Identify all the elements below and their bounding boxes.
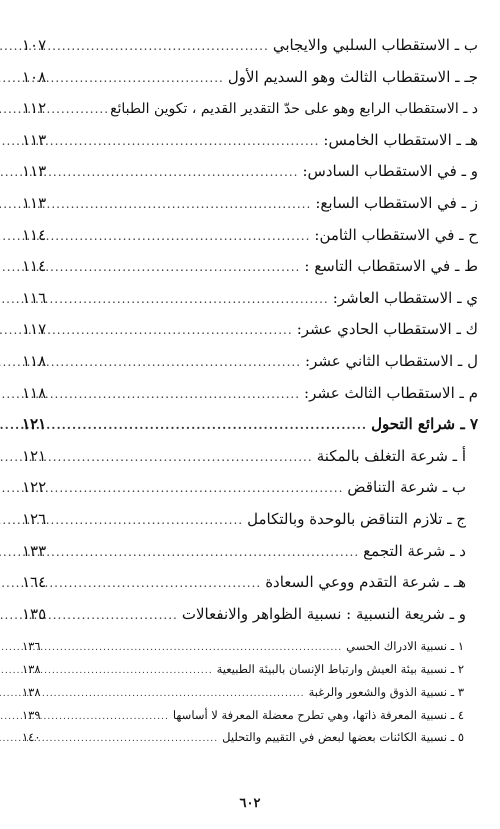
dot-leader	[52, 134, 323, 148]
toc-entry	[22, 510, 478, 542]
toc-entry	[22, 384, 478, 416]
toc-entry-label: م ـ الاستقطاب الثالث عشر:	[304, 383, 478, 402]
dot-leader	[52, 71, 228, 85]
toc-entry	[22, 257, 478, 289]
toc-entry-label: ي ـ الاستقطاب العاشر:	[332, 288, 478, 307]
dot-leader	[52, 39, 273, 53]
toc-entry-label: و ـ في الاستقطاب السادس:	[302, 162, 478, 181]
toc-entry-label: ب ـ الاستقطاب السلبي والايجابي	[272, 36, 478, 54]
dot-leader	[52, 229, 314, 243]
dot-leader	[52, 165, 302, 179]
dot-leader	[52, 513, 247, 527]
toc-entry-label: جـ ـ الاستقطاب الثالث وهو السديم الأول	[227, 67, 478, 86]
toc-entry-page: ١٠٨	[22, 67, 47, 86]
toc-entry-label: ح ـ في الاستقطاب الثامن:	[314, 225, 478, 244]
toc-entry-label: هـ ـ الاستقطاب الخامس:	[323, 130, 478, 149]
toc-entry	[22, 478, 478, 510]
toc-entry-label: هـ ـ شرعة التقدم ووعي السعادة	[265, 573, 466, 592]
toc-entry-page: ١١٨	[22, 383, 47, 402]
toc-subentry	[22, 730, 478, 753]
dot-leader	[52, 197, 315, 211]
dot-leader	[52, 102, 110, 116]
toc-entry-label: و ـ شريعة النسبية : نسبية الظواهر والانفعالات	[181, 604, 466, 623]
toc-subentry	[22, 639, 478, 662]
toc-subentry	[22, 708, 478, 731]
page-number: ٦٠٢	[239, 796, 261, 811]
toc-entry-label: ب ـ شرعة التناقض	[347, 478, 466, 497]
toc-entry-page: ١٦٤	[22, 573, 47, 592]
toc-entry	[22, 352, 478, 384]
toc-entry-label: ل ـ الاستقطاب الثاني عشر:	[305, 351, 478, 370]
dot-leader	[52, 418, 371, 432]
toc-entry	[22, 605, 478, 637]
toc-entry-page: ١١٤	[22, 225, 47, 244]
toc-entry-page: ١٣٣	[22, 541, 47, 560]
toc-entry-label: ز ـ في الاستقطاب السابع:	[315, 193, 478, 212]
dot-leader	[52, 688, 309, 699]
toc-entry	[22, 194, 478, 226]
toc-entry-label: د ـ الاستقطاب الرابع وهو على حدّ التقدير القديم ، تكوين الطبائع	[110, 101, 478, 118]
dot-leader	[52, 711, 173, 722]
toc-entry-page: ١٣٥	[22, 604, 47, 623]
dot-leader	[52, 642, 346, 653]
dot-leader	[52, 260, 304, 274]
toc-entry-page: ١٢١	[22, 415, 47, 434]
toc-entry	[22, 226, 478, 258]
dot-leader	[52, 323, 297, 337]
toc-entry-label: د ـ شرعة التجمع	[363, 541, 466, 560]
toc-entry	[22, 320, 478, 352]
toc-entry-label: ٧ ـ شرائع التحول	[371, 415, 478, 434]
toc-entry-page: ١١٦	[22, 288, 47, 307]
toc-entry-page: ١١٣	[22, 162, 47, 181]
dot-leader	[52, 292, 333, 306]
toc-entry	[22, 99, 478, 131]
toc-entry-page: ١١٣	[22, 193, 47, 212]
toc-entry-page: ١١٧	[22, 320, 47, 339]
toc-entry-page: ١٢٢	[22, 478, 47, 497]
dot-leader	[52, 450, 317, 464]
toc-entry-label: ج ـ تلازم التناقض بالوحدة وبالتكامل	[247, 509, 466, 528]
toc-entry	[22, 68, 478, 100]
dot-leader	[52, 545, 363, 559]
dot-leader	[52, 576, 265, 590]
toc-entry-label: ٣ ـ نسبية الذوق والشعور والرغبة	[308, 684, 464, 699]
toc-entry-label: ط ـ في الاستقطاب التاسع :	[304, 257, 478, 276]
toc-entry-label: ٥ ـ نسبية الكائنات بعضها لبعض في التقييم والتحليل	[222, 730, 464, 745]
toc-entry-page: ١٢٦	[22, 509, 47, 528]
dot-leader	[52, 481, 347, 495]
toc-entry-page: ١٤٠	[22, 730, 41, 745]
toc-entry	[22, 131, 478, 163]
dot-leader	[52, 608, 182, 622]
toc-section-heading	[22, 415, 478, 447]
toc-entry-page: ١٠٧	[22, 36, 47, 54]
toc-entry-page: ١٣٩	[22, 707, 41, 722]
toc-entry-page: ١١٤	[22, 257, 47, 276]
toc-entry-page: ١١٣	[22, 130, 47, 149]
toc-entry-label: ١ ـ نسبية الادراك الحسي	[346, 639, 464, 654]
toc-entry-page: ١٣٨	[22, 684, 41, 699]
dot-leader	[52, 355, 305, 369]
dot-leader	[52, 665, 217, 676]
toc-entry-label: ٤ ـ نسبية المعرفة ذاتها، وهي تطرح معضلة المعرفة لا أساسها	[172, 707, 464, 722]
toc-entry	[22, 289, 478, 321]
dot-leader	[52, 387, 304, 401]
toc-entry	[22, 542, 478, 574]
toc-subentry	[22, 662, 478, 685]
toc-entry-label: أ ـ شرعة التغلف بالمكنة	[316, 446, 466, 465]
toc-entry-page: ١٣٨	[22, 662, 41, 677]
dot-leader	[52, 733, 222, 744]
toc-entry-page: ١٢١	[22, 446, 47, 465]
toc-entry-label: ك ـ الاستقطاب الحادي عشر:	[296, 320, 478, 339]
toc-entry-page: ١٣٦	[22, 639, 41, 654]
toc-entry-page: ١١٨	[22, 351, 47, 370]
toc-entry	[22, 36, 478, 68]
toc-entry-label: ٢ ـ نسبية بيئة العيش وارتباط الإنسان بالبيئة الطبيعية	[216, 662, 464, 677]
toc-entry	[22, 447, 478, 479]
table-of-contents	[22, 36, 478, 753]
toc-subentry	[22, 685, 478, 708]
toc-entry-page: ١١٢	[22, 99, 47, 118]
toc-entry	[22, 162, 478, 194]
toc-entry	[22, 573, 478, 605]
